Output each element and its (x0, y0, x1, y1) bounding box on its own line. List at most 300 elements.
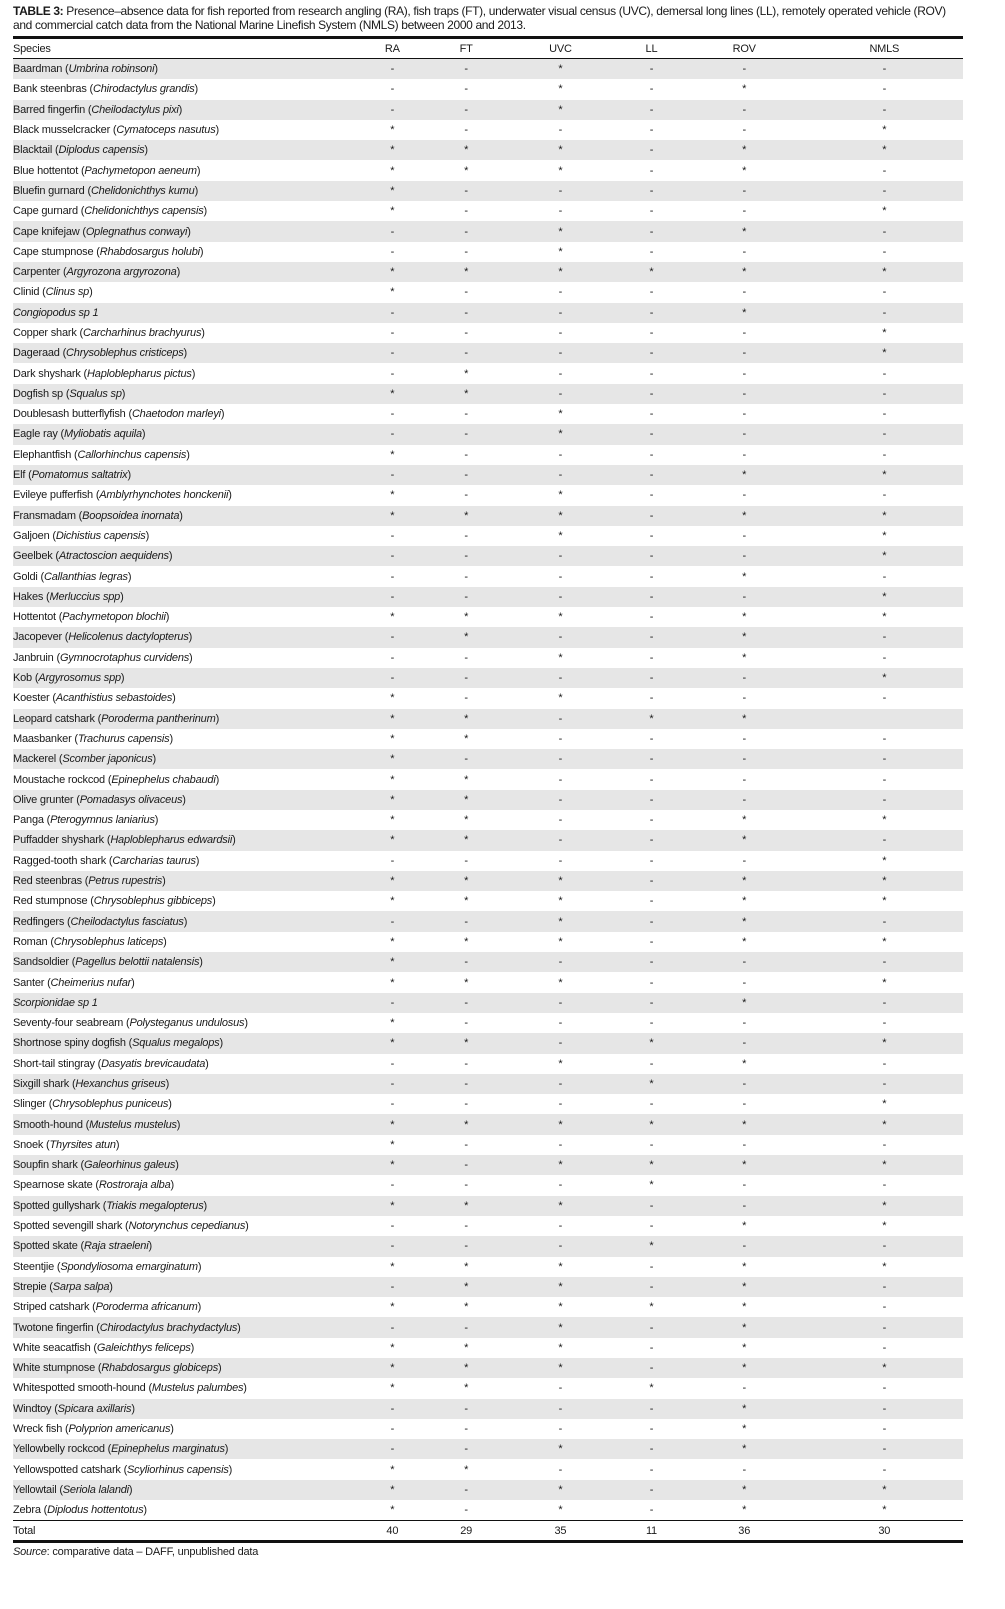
scientific-name: Chirodactylus grandis (92, 83, 195, 96)
table-row (13, 242, 963, 262)
presence-cell: - (649, 753, 654, 766)
presence-cell: - (464, 570, 468, 583)
common-name: Dogfish sp (13, 387, 63, 400)
presence-cell: - (558, 205, 563, 218)
species-cell: Shortnose spiny dogfish (Squalus megalops) (13, 1037, 223, 1050)
presence-cell: * (882, 1037, 887, 1050)
scientific-name: Polyprion americanus (68, 1423, 171, 1436)
presence-cell: * (742, 1504, 747, 1517)
table-row (13, 140, 963, 160)
species-cell: Red steenbras (Petrus rupestris) (13, 875, 166, 888)
presence-cell: - (882, 1321, 887, 1334)
presence-cell: - (558, 387, 563, 400)
presence-cell: - (558, 1463, 563, 1476)
presence-cell: * (882, 347, 887, 360)
species-cell: Sixgill shark (Hexanchus griseus) (13, 1077, 170, 1090)
species-cell: Olive grunter (Pomadasys olivaceus) (13, 793, 186, 806)
presence-cell: - (390, 590, 395, 603)
scientific-name: Chaetodon marleyi (131, 408, 221, 421)
presence-cell: * (390, 266, 395, 279)
presence-cell: - (390, 63, 395, 76)
presence-cell: - (882, 834, 887, 847)
presence-cell: * (390, 1362, 395, 1375)
presence-cell: - (464, 1179, 468, 1192)
presence-cell: - (742, 387, 746, 400)
table-row (13, 201, 963, 221)
table-row (13, 526, 963, 546)
presence-cell: - (558, 854, 563, 867)
presence-cell: - (882, 164, 887, 177)
presence-cell: - (464, 448, 468, 461)
presence-cell: - (649, 184, 654, 197)
presence-cell: * (390, 286, 395, 299)
common-name: White stumpnose (13, 1362, 95, 1375)
species-cell: Roman (Chrysoblephus laticeps) (13, 935, 167, 948)
presence-cell: * (464, 611, 469, 624)
presence-cell: - (558, 1037, 563, 1050)
common-name: Spotted skate (13, 1240, 78, 1253)
table-row (13, 1033, 963, 1053)
table-row (13, 1216, 963, 1236)
species-cell: Maasbanker (Trachurus capensis) (13, 732, 173, 745)
table-row (13, 1459, 963, 1479)
species-cell: Yellowspotted catshark (Scyliorhinus capensis) (13, 1463, 233, 1476)
col-uvc: UVC (549, 42, 572, 55)
presence-cell: - (464, 205, 468, 218)
presence-cell: - (390, 996, 395, 1009)
presence-cell: - (558, 448, 563, 461)
presence-cell: - (742, 428, 746, 441)
species-cell: Short-tail stingray (Dasyatis brevicaudata) (13, 1057, 209, 1070)
presence-cell: - (649, 306, 654, 319)
species-cell: Puffadder shyshark (Haploblepharus edwardsii) (13, 834, 236, 847)
presence-cell: - (882, 184, 887, 197)
scientific-name: Triakis megalopterus (106, 1199, 204, 1212)
presence-cell: - (882, 1402, 887, 1415)
presence-cell: * (882, 935, 887, 948)
presence-cell: - (464, 1057, 468, 1070)
presence-cell: * (558, 611, 563, 624)
presence-cell: - (649, 996, 654, 1009)
presence-cell: - (742, 103, 746, 116)
presence-cell: * (742, 1402, 747, 1415)
presence-cell: * (558, 266, 563, 279)
presence-cell: * (390, 1341, 395, 1354)
presence-cell: * (882, 854, 887, 867)
presence-cell: - (464, 1240, 468, 1253)
presence-cell: - (649, 1504, 654, 1517)
species-cell: Zebra (Diplodus hottentotus) (13, 1504, 147, 1517)
species-cell: Barred fingerfin (Cheilodactylus pixi) (13, 103, 183, 116)
presence-cell: * (882, 895, 887, 908)
common-name: Moustache rockcod (13, 773, 105, 786)
presence-cell: - (882, 245, 887, 258)
presence-cell: - (742, 245, 746, 258)
presence-cell: - (649, 1098, 654, 1111)
presence-cell: * (882, 205, 887, 218)
presence-cell: - (464, 651, 468, 664)
scientific-name: Cymatoceps nasutus (116, 124, 216, 137)
table-row (13, 424, 963, 444)
presence-cell: - (464, 915, 468, 928)
presence-cell: - (649, 1362, 654, 1375)
species-cell (13, 303, 353, 323)
presence-cell: * (649, 1301, 654, 1314)
species-cell: Blacktail (Diplodus capensis) (13, 144, 148, 157)
species-cell: Koester (Acanthistius sebastoides) (13, 692, 176, 705)
presence-cell: - (882, 367, 887, 380)
presence-cell: * (558, 1321, 563, 1334)
presence-cell: - (464, 489, 468, 502)
total-row (13, 1521, 963, 1542)
presence-cell: - (464, 590, 468, 603)
species-cell: Clinid (Clinus sp) (13, 286, 93, 299)
presence-cell: - (882, 1463, 887, 1476)
presence-cell: - (464, 63, 468, 76)
species-cell: Mackerel (Scomber japonicus) (13, 753, 156, 766)
presence-cell: - (464, 83, 468, 96)
table-row (13, 810, 963, 830)
presence-cell: - (882, 651, 887, 664)
presence-cell: - (558, 1402, 563, 1415)
presence-cell: * (882, 590, 887, 603)
presence-cell: * (882, 1118, 887, 1131)
presence-cell: - (558, 124, 563, 137)
common-name: Olive grunter (13, 793, 74, 806)
common-name: Slinger (13, 1098, 46, 1111)
presence-cell: - (390, 469, 395, 482)
table-row (13, 1013, 963, 1033)
table-row (13, 1114, 963, 1134)
presence-cell: - (742, 124, 746, 137)
presence-cell: * (390, 387, 395, 400)
presence-cell: - (558, 814, 563, 827)
presence-cell: - (882, 63, 887, 76)
common-name: Carpenter (13, 266, 61, 279)
scientific-name: Notorynchus cepedianus (128, 1220, 246, 1233)
presence-cell: - (882, 286, 887, 299)
presence-cell: - (558, 732, 563, 745)
common-name: Roman (13, 935, 48, 948)
presence-cell: - (649, 1341, 654, 1354)
table-row (13, 668, 963, 688)
presence-cell: - (742, 1098, 746, 1111)
presence-cell: - (649, 83, 654, 96)
presence-cell: * (390, 205, 395, 218)
presence-cell: * (742, 915, 747, 928)
total-value: 30 (878, 1524, 891, 1537)
presence-cell: - (464, 1483, 468, 1496)
table-row (13, 1054, 963, 1074)
table-row (13, 1358, 963, 1378)
table-row (13, 1480, 963, 1500)
presence-cell: * (742, 1118, 747, 1131)
presence-cell: - (464, 103, 468, 116)
common-name: Twotone fingerfin (13, 1321, 94, 1334)
species-cell: Doublesash butterflyfish (Chaetodon marleyi) (13, 408, 225, 421)
presence-cell: - (464, 1443, 468, 1456)
presence-cell: * (742, 895, 747, 908)
presence-cell: - (558, 1098, 563, 1111)
scientific-name: Cheimerius nufar (50, 976, 132, 989)
presence-cell: * (390, 895, 395, 908)
scientific-name: Rhabdosargus holubi (99, 245, 200, 258)
presence-cell: - (649, 124, 654, 137)
presence-cell: * (558, 1199, 563, 1212)
presence-cell: - (742, 773, 746, 786)
presence-cell: * (464, 834, 469, 847)
scientific-name: Pterogymnus laniarius (50, 814, 155, 827)
table-row (13, 1135, 963, 1155)
common-name: Black musselcracker (13, 124, 111, 137)
presence-cell: - (558, 793, 563, 806)
scientific-name: Rostroraja alba (98, 1179, 171, 1192)
presence-cell: - (390, 1423, 395, 1436)
presence-cell: * (464, 144, 469, 157)
presence-cell: - (649, 63, 654, 76)
presence-cell: - (649, 428, 654, 441)
presence-cell: - (742, 1179, 746, 1192)
table-row (13, 323, 963, 343)
scientific-name: Argyrozona argyrozona (66, 266, 177, 279)
source-label: Source (13, 1546, 47, 1558)
presence-cell: * (390, 1037, 395, 1050)
common-name: Elf (13, 469, 26, 482)
species-cell: Smooth-hound (Mustelus mustelus) (13, 1118, 181, 1131)
presence-cell: - (742, 1240, 746, 1253)
col-species: Species (13, 42, 51, 55)
scientific-name: Thyrsites atun (49, 1138, 116, 1151)
presence-cell: * (649, 1037, 654, 1050)
presence-cell: * (742, 1423, 747, 1436)
common-name: Strepie (13, 1280, 47, 1293)
presence-cell: - (649, 509, 654, 522)
presence-cell: - (558, 1240, 563, 1253)
total-value: 29 (460, 1524, 473, 1537)
presence-cell: - (882, 1443, 887, 1456)
scientific-name: Rhabdosargus globiceps (101, 1362, 218, 1375)
common-name: Copper shark (13, 327, 77, 339)
presence-cell: - (464, 753, 468, 766)
presence-cell: - (649, 895, 654, 908)
presence-cell: - (649, 1483, 654, 1496)
table-row (13, 59, 963, 80)
scientific-name: Squalus sp (69, 387, 122, 400)
common-name: Spotted sevengill shark (13, 1220, 123, 1233)
presence-cell: - (649, 1463, 654, 1476)
presence-cell: * (464, 814, 469, 827)
presence-cell: * (390, 976, 395, 989)
presence-cell: * (390, 712, 395, 725)
common-name: Hakes (13, 590, 44, 603)
table-row (13, 160, 963, 180)
common-name: Elephantfish (13, 448, 72, 461)
presence-cell: * (464, 1199, 469, 1212)
presence-cell: - (390, 854, 395, 867)
scientific-name: Amblyrhynchotes honckenii (99, 489, 229, 502)
species-cell: Whitespotted smooth-hound (Mustelus palumbes) (13, 1382, 247, 1395)
scientific-name: Scyliorhinus capensis (127, 1463, 229, 1476)
presence-cell: - (390, 83, 395, 96)
scientific-name: Poroderma africanum (95, 1301, 198, 1314)
scientific-name: Galeichthys feliceps (96, 1341, 191, 1354)
species-cell: Windtoy (Spicara axillaris) (13, 1402, 135, 1415)
presence-cell: - (390, 1402, 395, 1415)
scientific-name: Gymnocrotaphus curvidens (59, 651, 190, 664)
presence-cell: * (558, 1159, 563, 1172)
presence-cell: - (649, 814, 654, 827)
presence-cell: * (464, 732, 469, 745)
presence-cell: - (649, 793, 654, 806)
presence-cell: - (649, 408, 654, 421)
presence-cell: * (558, 1362, 563, 1375)
common-name: Soupfin shark (13, 1159, 78, 1172)
species-cell: Geelbek (Atractoscion aequidens) (13, 550, 173, 563)
presence-cell: - (649, 245, 654, 258)
scientific-name: Epinephelus marginatus (111, 1443, 225, 1456)
presence-cell: - (390, 408, 395, 421)
presence-cell: * (390, 773, 395, 786)
table-row (13, 485, 963, 505)
presence-cell: * (558, 428, 563, 441)
presence-cell: - (742, 550, 746, 563)
presence-cell: * (882, 1504, 887, 1517)
species-cell: Dageraad (Chrysoblephus cristiceps) (13, 347, 187, 360)
common-name: Jacopever (13, 631, 62, 644)
presence-cell: - (649, 1423, 654, 1436)
presence-cell: - (464, 245, 468, 258)
presence-cell: * (649, 1118, 654, 1131)
presence-cell: - (464, 428, 468, 441)
col-ra: RA (384, 42, 400, 55)
presence-cell: * (742, 1321, 747, 1334)
presence-cell: * (882, 1220, 887, 1233)
common-name: Galjoen (13, 529, 50, 542)
presence-cell: * (390, 935, 395, 948)
table-row (13, 262, 963, 282)
species-cell: Sandsoldier (Pagellus belottii natalensis) (13, 956, 203, 969)
table-row (13, 1439, 963, 1459)
presence-cell: - (390, 306, 395, 319)
presence-cell: * (390, 1118, 395, 1131)
presence-cell: * (390, 875, 395, 888)
table-row (13, 79, 963, 99)
table-row (13, 790, 963, 810)
scientific-name: Callanthias legras (44, 570, 128, 583)
table-row (13, 952, 963, 972)
presence-cell: * (558, 83, 563, 96)
presence-cell: - (882, 1301, 887, 1314)
table-row (13, 120, 963, 140)
scientific-name: Raja straeleni (84, 1240, 149, 1253)
table-row (13, 100, 963, 120)
presence-cell: * (558, 895, 563, 908)
scientific-name: Boopsoidea inornata (82, 509, 180, 522)
scientific-name: Atractoscion aequidens (58, 550, 169, 563)
common-name: Kob (13, 672, 32, 685)
scientific-name: Dasyatis brevicaudata (101, 1057, 206, 1070)
presence-cell: * (558, 103, 563, 116)
presence-cell: - (558, 184, 563, 197)
presence-cell: * (742, 570, 747, 583)
presence-cell: - (742, 347, 746, 360)
presence-cell (806, 709, 963, 729)
presence-cell: * (882, 327, 887, 339)
common-name: Sixgill shark (13, 1077, 70, 1090)
presence-cell: - (558, 773, 563, 786)
presence-cell: - (390, 367, 395, 380)
presence-cell: * (390, 1301, 395, 1314)
presence-cell: - (390, 1098, 395, 1111)
common-name: Mackerel (13, 753, 57, 766)
common-name: Maasbanker (13, 732, 72, 745)
presence-cell: * (390, 1483, 395, 1496)
table-row (13, 587, 963, 607)
common-name: Janbruin (13, 651, 54, 664)
common-name: Baardman (13, 63, 63, 76)
presence-cell: * (742, 469, 747, 482)
presence-cell: * (390, 1504, 395, 1517)
presence-cell: - (649, 1057, 654, 1070)
presence-cell: - (390, 1179, 395, 1192)
presence-cell: * (558, 1260, 563, 1273)
species-cell: Soupfin shark (Galeorhinus galeus) (13, 1159, 179, 1172)
presence-cell: - (649, 915, 654, 928)
common-name: Yellowbelly rockcod (13, 1443, 105, 1456)
header-row (13, 38, 963, 59)
presence-cell: - (882, 225, 887, 238)
presence-cell: * (558, 529, 563, 542)
table-row (13, 1317, 963, 1337)
presence-cell: - (649, 611, 654, 624)
scientific-name: Chrysoblephus cristiceps (66, 347, 184, 360)
presence-cell: - (390, 631, 395, 644)
table-row (13, 303, 963, 323)
scientific-name: Cheilodactylus pixi (91, 103, 179, 116)
presence-cell: - (558, 367, 563, 380)
presence-cell: - (649, 489, 654, 502)
presence-cell: - (558, 996, 563, 1009)
presence-cell: - (649, 834, 654, 847)
common-name: Cape stumpnose (13, 245, 94, 258)
common-name: Hottentot (13, 611, 56, 624)
table-row (13, 1378, 963, 1398)
presence-cell: * (742, 164, 747, 177)
scientific-name: Clinus sp (45, 286, 90, 299)
presence-cell: - (464, 408, 468, 421)
presence-cell: * (649, 1077, 654, 1090)
presence-cell: - (390, 1443, 395, 1456)
species-cell: Evileye pufferfish (Amblyrhynchotes honckenii) (13, 489, 232, 502)
presence-cell: * (742, 1483, 747, 1496)
presence-cell: * (882, 1483, 887, 1496)
presence-cell: - (390, 103, 395, 116)
presence-cell: * (882, 1199, 887, 1212)
presence-cell: - (558, 1017, 563, 1030)
total-value: 35 (554, 1524, 567, 1537)
presence-cell: - (558, 1077, 563, 1090)
presence-cell: * (390, 956, 395, 969)
species-cell: Spotted sevengill shark (Notorynchus cepedianus) (13, 1220, 249, 1233)
common-name: Dageraad (13, 347, 60, 360)
common-name: Bluefin gurnard (13, 184, 85, 197)
presence-cell: - (558, 469, 563, 482)
presence-cell: * (558, 935, 563, 948)
presence-cell: - (390, 1240, 395, 1253)
presence-cell: - (649, 225, 654, 238)
scientific-name: Cheilodactylus fasciatus (70, 915, 184, 928)
presence-cell: * (558, 1301, 563, 1314)
